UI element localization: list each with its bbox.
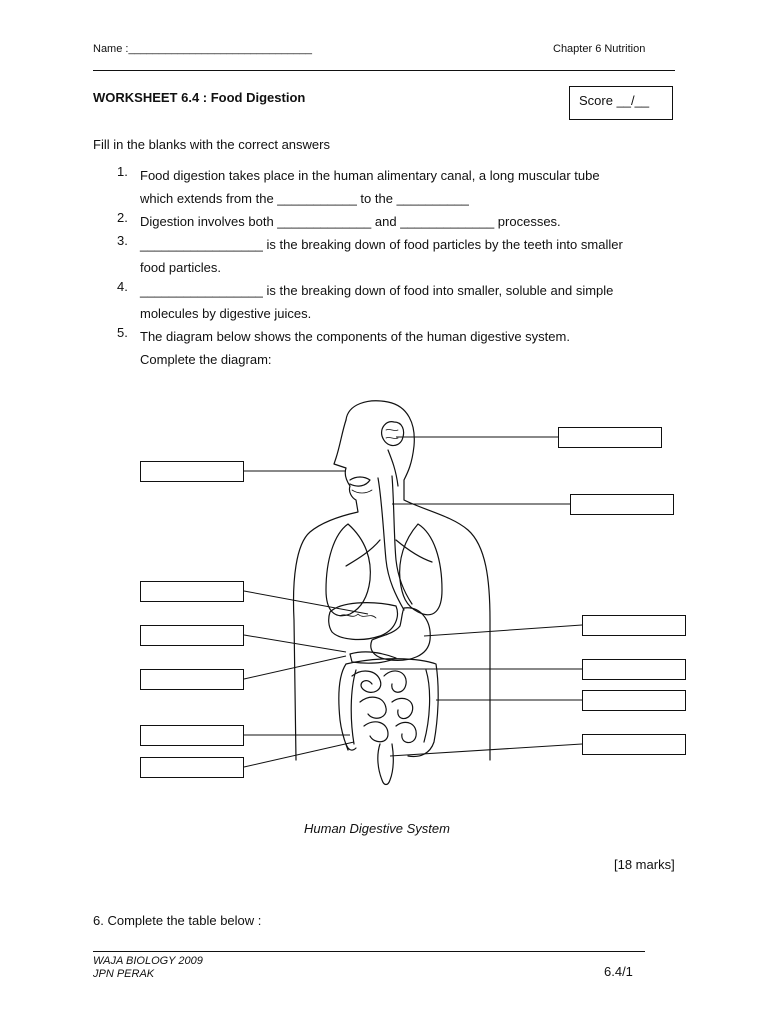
- small-intestine: [352, 671, 416, 743]
- leader-line: [244, 591, 368, 614]
- right-lung: [400, 524, 442, 615]
- answer-box-right-2[interactable]: [570, 494, 674, 515]
- question-line: The diagram below shows the components of the human digestive system.: [140, 329, 570, 344]
- body-outline: [346, 401, 490, 760]
- question-number: 4.: [117, 279, 128, 294]
- question-line: Food digestion takes place in the human alimentary canal, a long muscular tube: [140, 168, 600, 183]
- question-line: Digestion involves both _____________ and _____________ processes.: [140, 214, 561, 229]
- question-line: _________________ is the breaking down of food particles by the teeth into smaller: [140, 237, 623, 252]
- brain-shape: [382, 422, 404, 446]
- footer-rule: [93, 951, 645, 952]
- answer-box-left-2[interactable]: [140, 581, 244, 602]
- marks-label: [18 marks]: [614, 857, 675, 872]
- chapter-label: Chapter 6 Nutrition: [553, 43, 646, 55]
- question-6: 6. Complete the table below :: [93, 913, 262, 928]
- answer-box-left-4[interactable]: [140, 669, 244, 690]
- answer-box-left-6[interactable]: [140, 757, 244, 778]
- answer-box-right-1[interactable]: [558, 427, 662, 448]
- left-lung: [326, 524, 370, 616]
- question-number: 5.: [117, 325, 128, 340]
- question-line: Complete the diagram:: [140, 352, 272, 367]
- question-number: 3.: [117, 233, 128, 248]
- answer-box-left-3[interactable]: [140, 625, 244, 646]
- instruction-text: Fill in the blanks with the correct answers: [93, 137, 330, 152]
- question-line: which extends from the ___________ to the __________: [140, 191, 469, 206]
- worksheet-title: WORKSHEET 6.4 : Food Digestion: [93, 90, 306, 105]
- question-number: 1.: [117, 164, 128, 179]
- answer-box-left-1[interactable]: [140, 461, 244, 482]
- stomach: [371, 608, 430, 661]
- name-field-label: Name :______________________________: [93, 43, 312, 55]
- question-number: 2.: [117, 210, 128, 225]
- score-label: Score __/__: [579, 93, 650, 108]
- answer-box-right-4[interactable]: [582, 659, 686, 680]
- answer-box-left-5[interactable]: [140, 725, 244, 746]
- diagram-caption: Human Digestive System: [304, 821, 450, 836]
- page-number: 6.4/1: [604, 964, 633, 979]
- footer-line-2: JPN PERAK: [93, 968, 155, 980]
- leader-line: [424, 625, 582, 636]
- question-line: food particles.: [140, 260, 221, 275]
- leader-line: [244, 742, 354, 767]
- answer-box-right-5[interactable]: [582, 690, 686, 711]
- rectum: [378, 744, 393, 785]
- question-line: _________________ is the breaking down of food into smaller, soluble and simple: [140, 283, 614, 298]
- leader-line: [390, 744, 582, 756]
- answer-box-right-3[interactable]: [582, 615, 686, 636]
- footer-line-1: WAJA BIOLOGY 2009: [93, 955, 203, 967]
- question-line: molecules by digestive juices.: [140, 306, 312, 321]
- answer-box-right-6[interactable]: [582, 734, 686, 755]
